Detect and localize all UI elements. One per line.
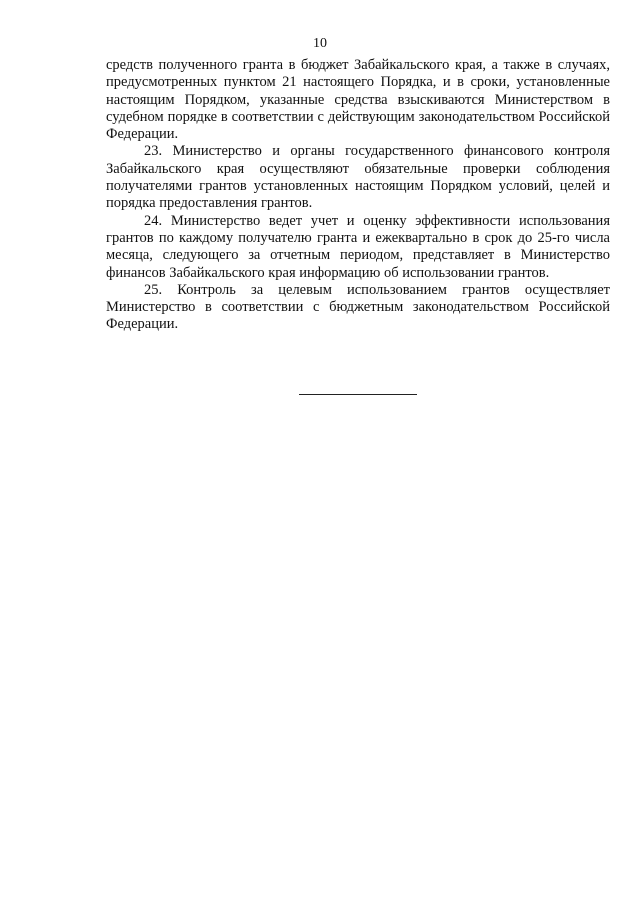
closing-divider	[299, 394, 417, 395]
paragraph-item-23: 23. Министерство и органы государственного финансового контроля Забайкальского края осуществляют обязательные проверки соблюдения получателями грантов установленных настоящим Порядком условий, целей и порядка предоставления грантов.	[106, 143, 610, 212]
paragraph-continuation: средств полученного гранта в бюджет Забайкальского края, а также в случаях, предусмотренных пунктом 21 настоящего Порядка, и в сроки, установленные настоящим Порядком, указанные средства взыскиваются Министерством в судебном порядке в соответствии с действующим законодательством Российской Федерации.	[106, 57, 610, 143]
paragraph-item-24: 24. Министерство ведет учет и оценку эффективности использования грантов по каждому получателю гранта и ежеквартально в срок до 25-го числа месяца, следующего за отчетным периодом, представляет в Министерство финансов Забайкальского края информацию об использовании грантов.	[106, 212, 610, 281]
document-body	[106, 57, 610, 334]
paragraph-item-25: 25. Контроль за целевым использованием грантов осуществляет Министерство в соответствии с бюджетным законодательством Российской Федерации.	[106, 281, 610, 333]
page-number: 10	[313, 36, 327, 51]
